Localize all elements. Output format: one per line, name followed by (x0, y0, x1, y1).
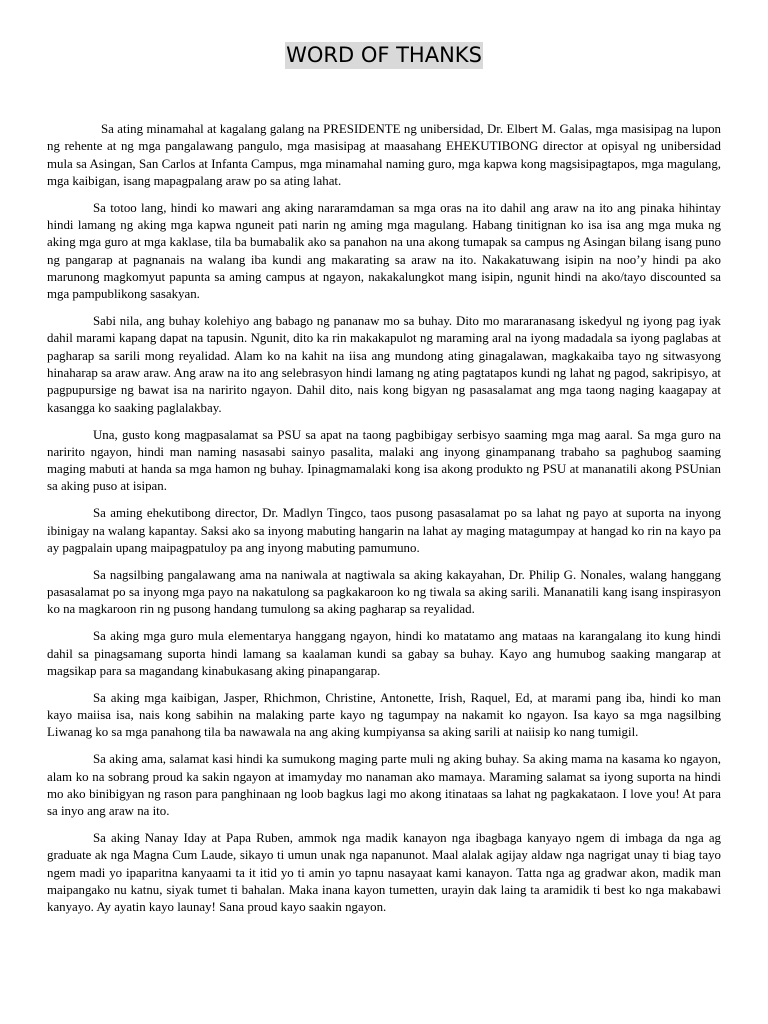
title-container (0, 42, 768, 69)
paragraph-college-life: Sabi nila, ang buhay kolehiyo ang babago ng pananaw mo sa buhay. Dito mo mararanasang iskedyul ng iyong pag iyak dahil marami kapang dapat na tapusin. Ngunit, dito ka rin makakapulot ng maraming aral na iyong madadala sa iyong paglabas at pagharap sa sarili mong reyalidad. Alam ko na kahit na iisa ang mundong ating ginagalawan, magkakaiba tayo ng sitwasyong hinaharap sa araw araw. Ang araw na ito ang selebrasyon hindi lamang ng ating pagtatapos kundi ng lahat ng pagod, sakripisyo, at pagpupursige ng bawat isa na naririto ngayon. Dahil dito, nais kong bigyan ng pasasalamat ang mga taong naging kaagapay at kasangga ko saaking paglalakbay. (47, 314, 721, 415)
paragraph-thanks-psu: Una, gusto kong magpasalamat sa PSU sa apat na taong pagbibigay serbisyo saaming mga mag aaral. Sa mga guro na naririto ngayon, hindi man naming nasasabi sainyo pasalita, malaki ang inyong ginampanang trabaho sa paghubog saaming maging mabuti at handa sa mga hamon ng buhay. Ipinagmamalaki kong isa akong produkto ng PSU at mananatili akong PSUnian sa aking puso at isipan. (47, 427, 721, 494)
paragraph-thanks-director: Sa aming ehekutibong director, Dr. Madlyn Tingco, taos pusong pasasalamat po sa lahat ng payo at suporta na inyong ibinigay na walang kapantay. Saksi ako sa inyong mabuting hangarin na lahat ay maging matagumpay at hangad ko rin na kayo pa ay pagpalain upang maipagpatuloy pa ang inyong mabuting pamumuno. (47, 506, 721, 555)
document-body (47, 121, 721, 926)
document-title: WORD OF THANKS (286, 43, 482, 67)
paragraph-thanks-grandparents: Sa aking Nanay Iday at Papa Ruben, ammok nga madik kanayon nga ibagbaga kanyayo ngem di imbaga da nga ag graduate ak nga Magna Cum Laude, sikayo ti umun unak nga napanunot. Maal alalak agijay aldaw nga nagrigat unay ti biag tayo ngem madi yo ipaparitna kanyaami ta it itid yo ti amin yo tapnu nasayaat kami kanayon. Tatta nga ag gradwar akon, madik man maipangako nu katnu, siyak tumet ti bahalan. Maka inana kayon tumetten, urayin dak laing ta aramidik ti best ko nga makabawi kanyayo. Ay ayatin kayo launay! Sana proud kayo saakin ngayon. (47, 831, 721, 915)
paragraph-greeting: Sa ating minamahal at kagalang galang na PRESIDENTE ng unibersidad, Dr. Elbert M. Galas, mga masisipag na lupon ng rehente at ng mga pangalawang pangulo, mga masisipag at maasahang EHEKUTIBONG director at opisyal ng unibersidad mula sa Asingan, San Carlos at Infanta Campus, mga minamahal naming guro, mga kapwa kong magsisipagtapos, mga magulang, mga kaibigan, isang mapagpalang araw po sa ating lahat. (47, 122, 721, 188)
paragraph-reflection: Sa totoo lang, hindi ko mawari ang aking nararamdaman sa mga oras na ito dahil ang araw na ito ang pinaka hihintay hindi lamang ng aking mga kapwa nguneit pati narin ng aming mga magulang. Habang tinitignan ko isa isa ang mga muka ng aking mga guro at mga kaklase, tila ba bumabalik ako sa panahon na una akong tumapak sa campus ng Asingan bilang isang puno ng pangarap at pagnanais na walang iba kundi ang makarating sa araw na ito. Nakakatuwang isipin na noo’y hindi pa ako marunong magkomyut papunta sa aming campus at ngayon, nakakalungkot mang isipin, ngunit hindi na ako/tayo discounted sa mga pampublikong sasakyan. (47, 200, 721, 302)
paragraph-thanks-parents: Sa aking ama, salamat kasi hindi ka sumukong maging parte muli ng aking buhay. Sa aking mama na kasama ko ngayon, alam ko na sobrang proud ka sakin ngayon at imamyday mo nanaman ako mamaya. Maraming salamat sa iyong suporta na hindi mo ako binibigyan ng rason para panghinaan ng loob bagkus lagi mo akong itinataas sa lahat ng pagkakataon. I love you! At para sa inyo ang araw na ito. (47, 752, 721, 819)
paragraph-thanks-friends: Sa aking mga kaibigan, Jasper, Rhichmon, Christine, Antonette, Irish, Raquel, Ed, at marami pang iba, hindi ko man kayo maiisa isa, nais kong sabihin na malaking parte kayo ng tagumpay na nakamit ko ngayon. Isa kayo sa mga nagsilbing Liwanag ko sa mga panahong tila ba nawawala na ang aking kumpiyansa sa aking sarili at naiisip ko nang tumigil. (47, 690, 721, 740)
paragraph-thanks-teachers: Sa aking mga guro mula elementarya hanggang ngayon, hindi ko matatamo ang mataas na karangalang ito kung hindi dahil sa pinagsamang suporta hindi lamang sa kaalaman kundi sa gabay sa buhay. Kayo ang humubog saaking mangarap at magsikap para sa magandang kinabukasang aking pinapangarap. (47, 629, 721, 678)
paragraph-thanks-mentor: Sa nagsilbing pangalawang ama na naniwala at nagtiwala sa aking kakayahan, Dr. Philip G. Nonales, walang hanggang pasasalamat po sa inyong mga payo na nakatulong sa pagkakaroon ko ng tiwala sa aking sarili. Mananatili kang isang inspirasyon ko na magkaroon rin ng pusong handang tumulong sa aking pagharap sa reyalidad. (47, 567, 721, 617)
